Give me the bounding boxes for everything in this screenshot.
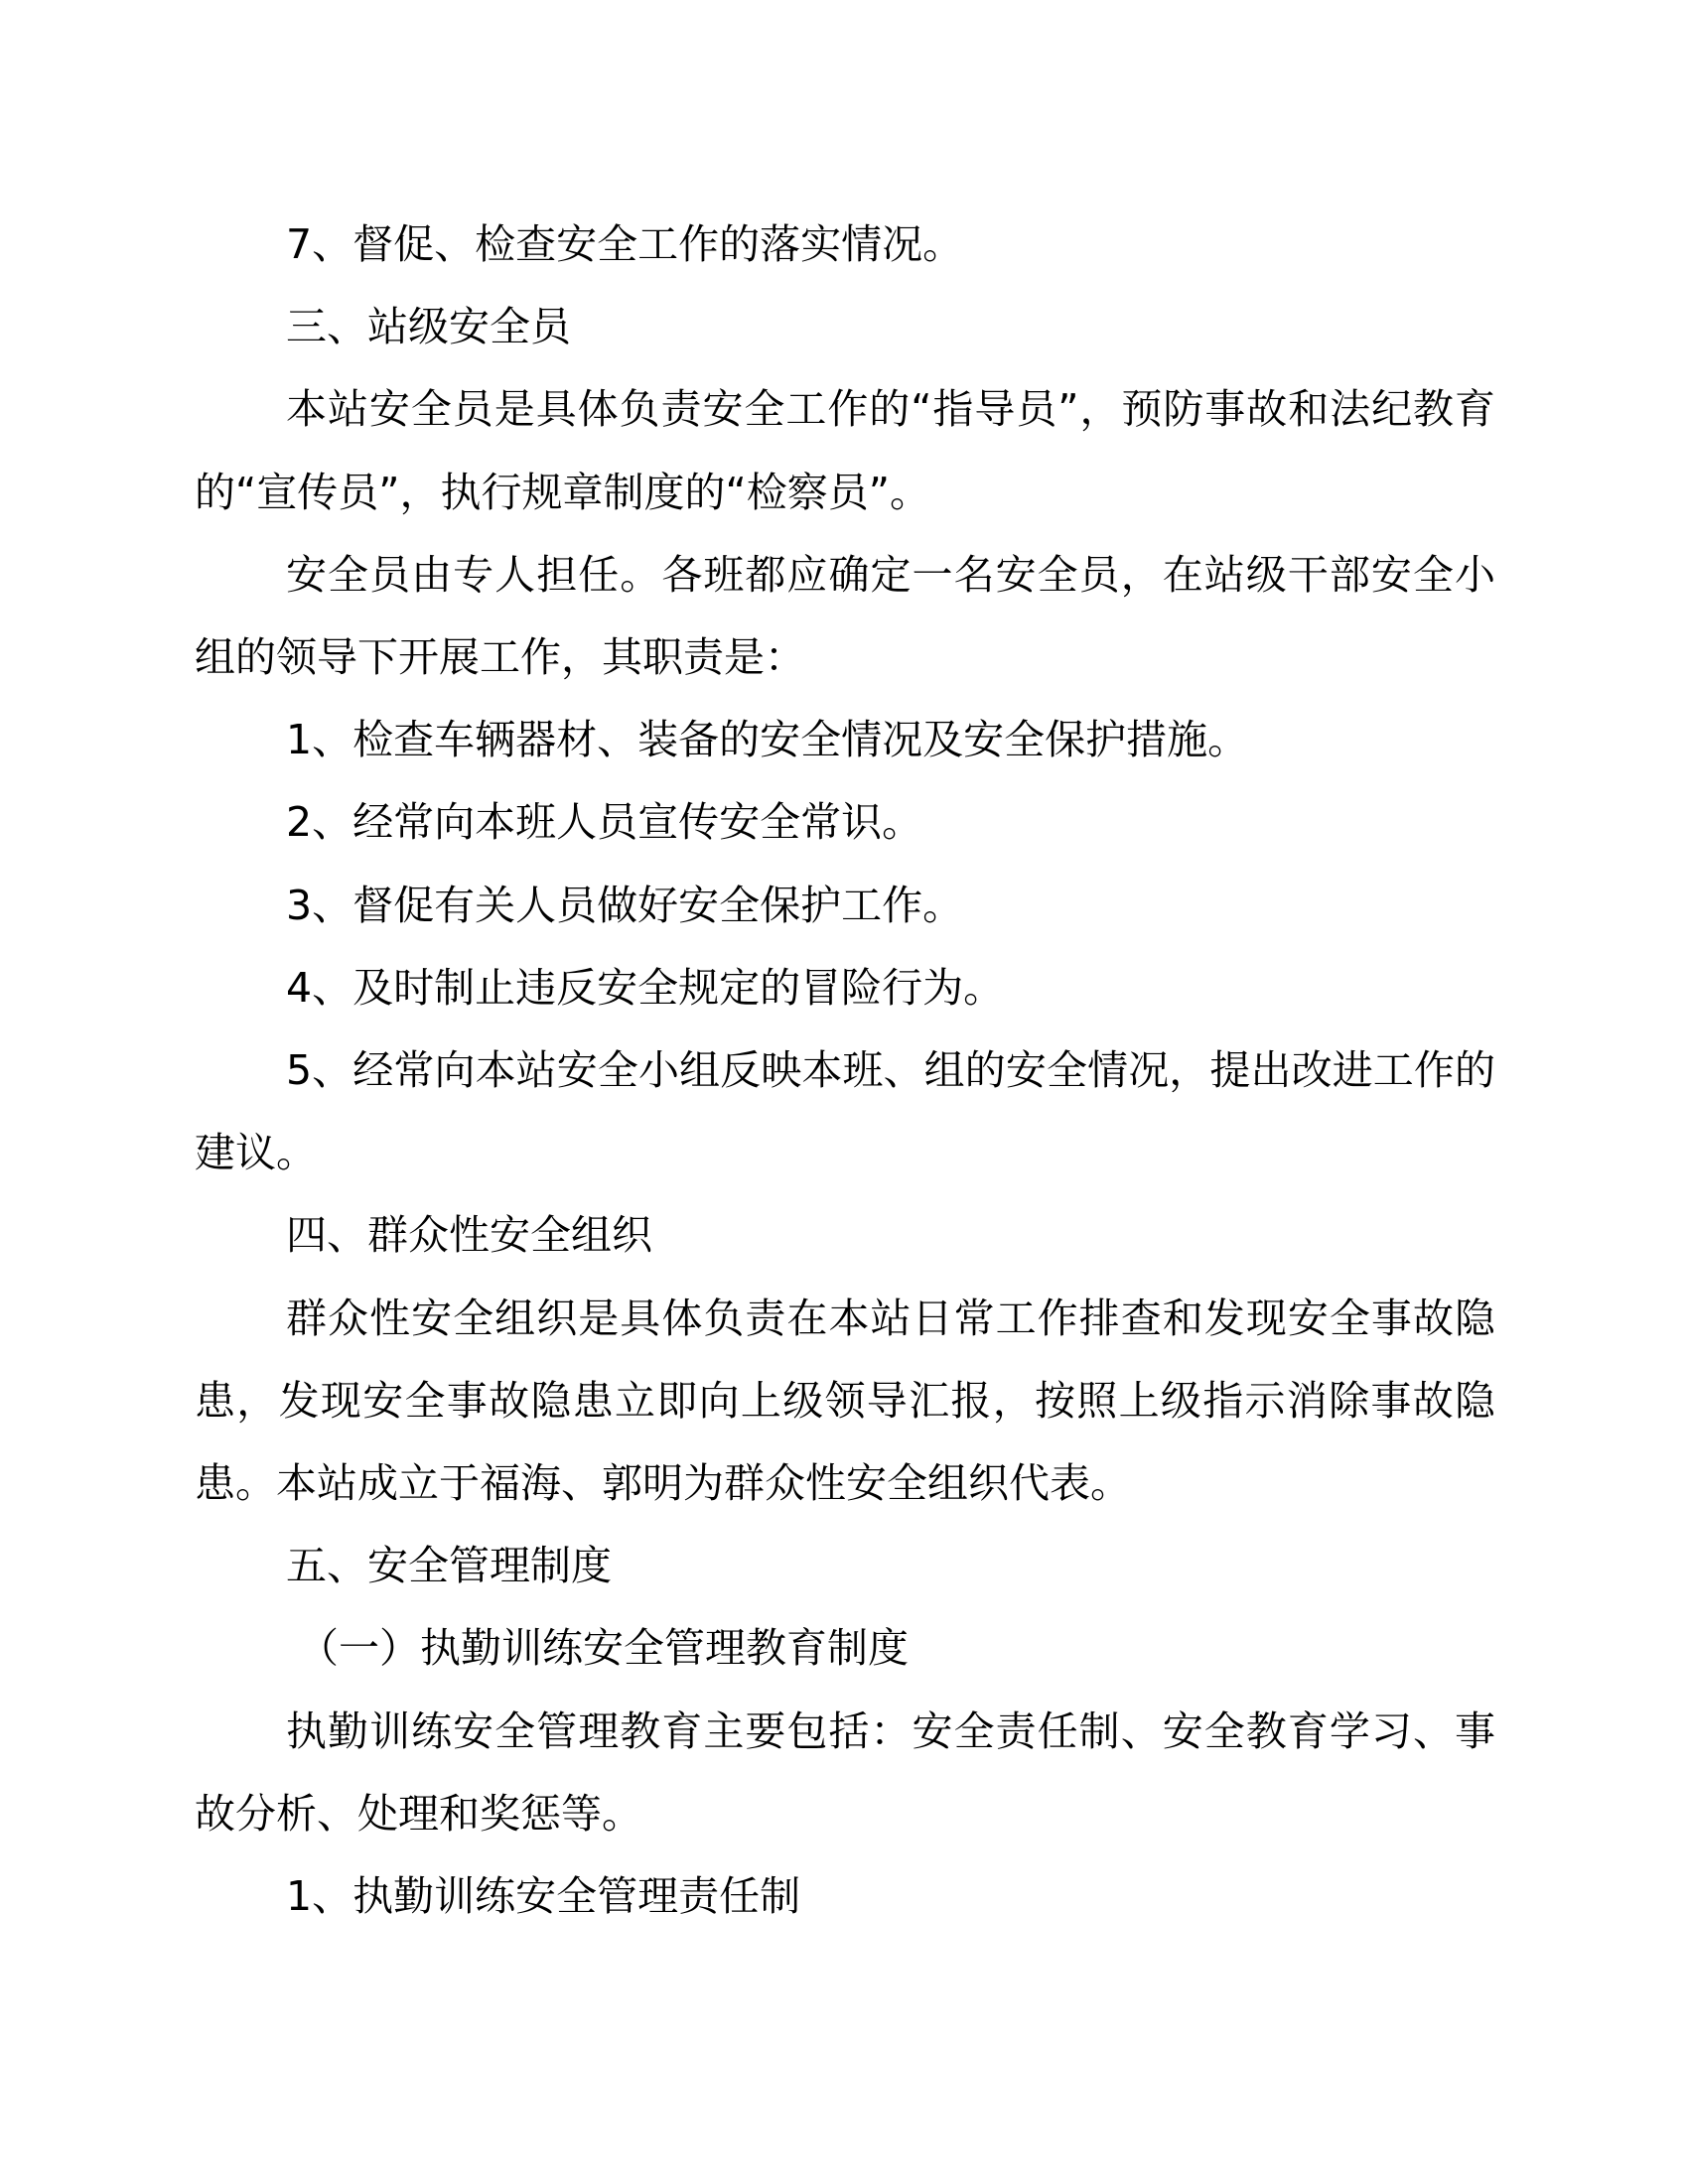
- section-heading-mass-safety-organization: 四、群众性安全组织: [286, 1211, 652, 1260]
- list-item-1-duty-training-responsibility: 1、执勤训练安全管理责任制: [286, 1872, 801, 1921]
- section-heading-station-safety-officer: 三、站级安全员: [286, 303, 571, 351]
- list-item-1-inspect-vehicles: 1、检查车辆器材、装备的安全情况及安全保护措施。: [286, 716, 1249, 764]
- subsection-heading-duty-training-education: （一）执勤训练安全管理教育制度: [298, 1624, 909, 1673]
- paragraph-safety-officer-duties-intro: 安全员由专人担任。各班都应确定一名安全员，在站级干部安全小组的领导下开展工作，其职责是：: [195, 550, 1495, 682]
- list-item-4-stop-risky-behavior: 4、及时制止违反安全规定的冒险行为。: [286, 963, 1005, 1012]
- document-body: [195, 204, 1495, 1938]
- paragraph-duty-training-education-scope: 执勤训练安全管理教育主要包括：安全责任制、安全教育学习、事故分析、处理和奖惩等。: [195, 1706, 1495, 1838]
- section-heading-safety-management-system: 五、安全管理制度: [286, 1542, 612, 1590]
- list-item-3-supervise-protection: 3、督促有关人员做好安全保护工作。: [286, 881, 964, 929]
- list-item-2-promote-safety: 2、经常向本班人员宣传安全常识。: [286, 798, 923, 847]
- paragraph-safety-officer-role: 本站安全员是具体负责安全工作的“指导员”，预防事故和法纪教育的“宣传员”，执行规章制度的“检察员”。: [195, 385, 1495, 516]
- list-item-7-supervise-inspect: 7、督促、检查安全工作的落实情况。: [286, 220, 964, 268]
- paragraph-mass-safety-organization: 群众性安全组织是具体负责在本站日常工作排查和发现安全事故隐患，发现安全事故隐患立即向上级领导汇报，按照上级指示消除事故隐患。本站成立于福海、郭明为群众性安全组织代表。: [195, 1294, 1495, 1508]
- list-item-5-report-suggest: 5、经常向本站安全小组反映本班、组的安全情况，提出改进工作的建议。: [195, 1046, 1495, 1177]
